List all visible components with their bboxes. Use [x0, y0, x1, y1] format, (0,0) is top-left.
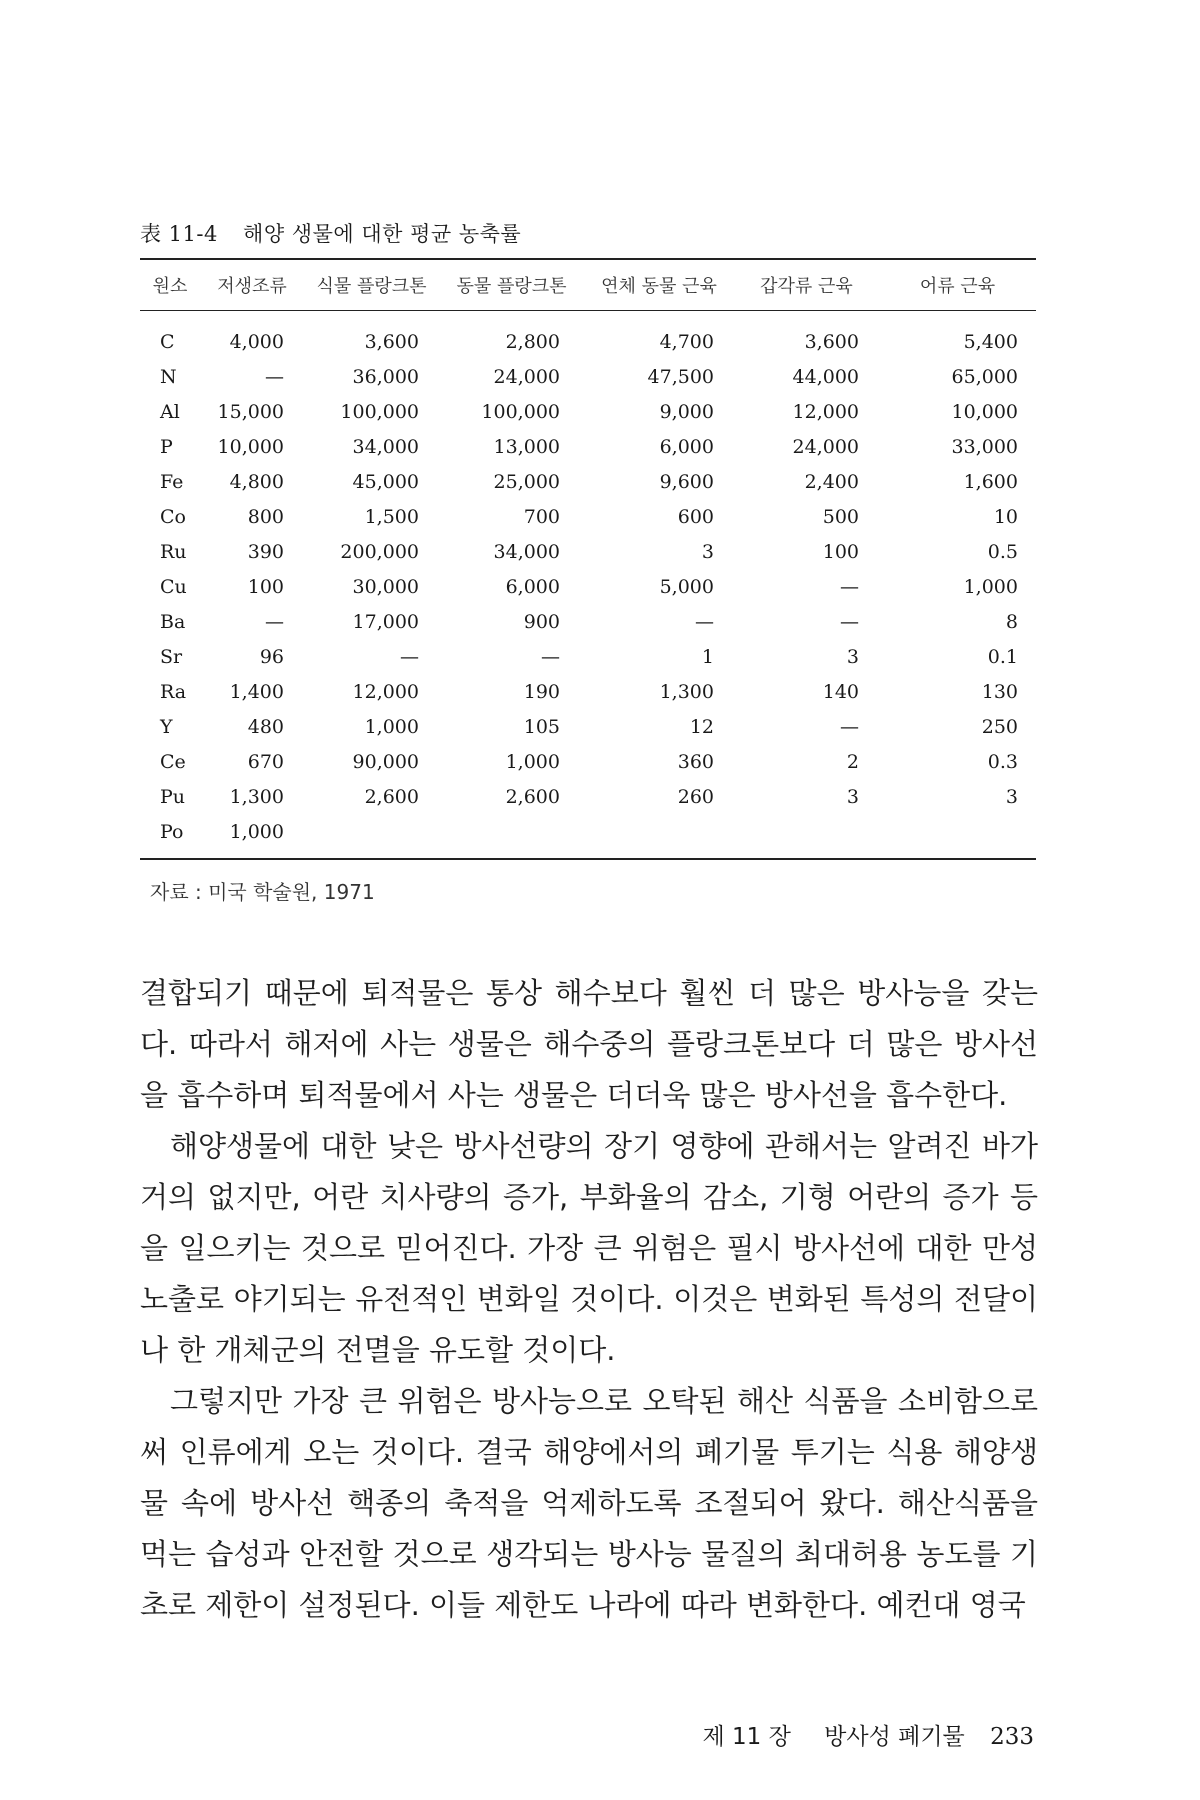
paragraph-3: 그렇지만 가장 큰 위험은 방사능으로 오탁된 해산 식품을 소비함으로써 인류에게 오는 것이다. 결국 해양에서의 폐기물 투기는 식용 해양생물 속에 방사선 핵종의 축적을 억제하도록 조절되어 왔다. 해산식품을 먹는 습성과 안전할 것으로 생각되는 방사능 물질의 최대허용 농도를 기초로 제한이 설정된다. 이들 제한도 나라에 따라 변화한다. 예컨대 영국 [140, 1384, 1038, 1622]
table-cell: 3,600 [364, 330, 419, 353]
table-cell: 105 [523, 715, 560, 738]
table-cell: 1,600 [963, 470, 1018, 493]
table-cell: 33,000 [951, 435, 1018, 458]
table-cell: 360 [677, 750, 714, 773]
table-cell: 25,000 [493, 470, 560, 493]
table-cell: 6,000 [659, 435, 714, 458]
table-cell: — [840, 610, 859, 633]
table-cell: 800 [247, 505, 284, 528]
header-zooplankton: 동물 플랑크톤 [456, 276, 567, 297]
table-cell: 1,500 [364, 505, 419, 528]
table-cell: 2,800 [505, 330, 560, 353]
table-cell: 480 [247, 715, 284, 738]
table-cell: 45,000 [352, 470, 419, 493]
table-cell: 1,400 [229, 680, 284, 703]
running-footer [703, 1718, 1034, 1751]
table-row [140, 429, 1036, 464]
table-cell: — [840, 575, 859, 598]
table-row [140, 604, 1036, 639]
table-cell: 0.1 [987, 645, 1018, 668]
table-cell: 10 [993, 505, 1018, 528]
table-cell: — [695, 610, 714, 633]
table-row [140, 359, 1036, 394]
element-symbol-cell: P [160, 435, 173, 458]
table-cell: 44,000 [792, 365, 859, 388]
table-cell [879, 814, 1036, 849]
table-cell: 130 [981, 680, 1018, 703]
table-row [140, 394, 1036, 429]
footer-section: 방사성 폐기물 [824, 1724, 965, 1750]
table-row [140, 779, 1036, 814]
table-cell: 47,500 [647, 365, 714, 388]
element-symbol-cell: Al [160, 400, 180, 423]
table-cell [304, 814, 439, 849]
table-cell: 9,600 [659, 470, 714, 493]
table-row [140, 674, 1036, 709]
table-cell: 6,000 [505, 575, 560, 598]
table-cell: 4,800 [229, 470, 284, 493]
table-cell: 4,700 [659, 330, 714, 353]
table-cell: 15,000 [217, 400, 284, 423]
table-cell: 34,000 [493, 540, 560, 563]
table-cell: 3 [1005, 785, 1018, 808]
table-cell [439, 814, 584, 849]
table-row [140, 464, 1036, 499]
table-cell: 12,000 [352, 680, 419, 703]
table-title: 해양 생물에 대한 평균 농축률 [243, 222, 522, 246]
table-cell: 1,000 [229, 820, 284, 843]
table-cell: 0.3 [987, 750, 1018, 773]
table-row [140, 534, 1036, 569]
table-cell: 5,400 [963, 330, 1018, 353]
table-cell: 100 [247, 575, 284, 598]
table-cell: — [541, 645, 560, 668]
table-cell: 2,600 [364, 785, 419, 808]
table-row [140, 569, 1036, 604]
table-cell: 24,000 [792, 435, 859, 458]
element-symbol-cell: Ce [160, 750, 186, 773]
table-cell: 65,000 [951, 365, 1018, 388]
table-cell: 17,000 [352, 610, 419, 633]
header-element: 원소 [152, 276, 188, 297]
footer-chapter: 제 11 장 [702, 1724, 791, 1750]
table-number: 表 11-4 [140, 222, 218, 246]
table-cell: 13,000 [493, 435, 560, 458]
table-cell: — [840, 715, 859, 738]
element-symbol-cell: Sr [160, 645, 183, 668]
paragraph-2: 해양생물에 대한 낮은 방사선량의 장기 영향에 관해서는 알려진 바가 거의 없지만, 어란 치사량의 증가, 부화율의 감소, 기형 어란의 증가 등을 일으키는 것으로 믿어진다. 가장 큰 위험은 필시 방사선에 대한 만성 노출로 야기되는 유전적인 변화일 것이다. 이것은 변화된 특성의 전달이나 한 개체군의 전멸을 유도할 것이다. [140, 1129, 1038, 1367]
table-cell: 5,000 [659, 575, 714, 598]
table-cell: 1 [701, 645, 714, 668]
element-symbol-cell: Fe [160, 470, 184, 493]
element-symbol-cell: Cu [160, 575, 187, 598]
element-symbol-cell: N [160, 365, 177, 388]
element-symbol-cell: C [160, 330, 175, 353]
element-symbol-cell: Ru [160, 540, 187, 563]
table-cell: 900 [523, 610, 560, 633]
element-symbol-cell: Co [160, 505, 186, 528]
table-row [140, 744, 1036, 779]
page-number: 233 [990, 1724, 1034, 1750]
table-cell: 250 [981, 715, 1018, 738]
table-cell: 34,000 [352, 435, 419, 458]
table-cell: 10,000 [217, 435, 284, 458]
table-cell: 1,000 [505, 750, 560, 773]
table-cell: 2,400 [804, 470, 859, 493]
table-cell: 12 [689, 715, 714, 738]
table-cell: 30,000 [352, 575, 419, 598]
table-cell: 100 [822, 540, 859, 563]
element-symbol-cell: Y [160, 715, 173, 738]
table-caption [140, 218, 521, 248]
table-cell: 12,000 [792, 400, 859, 423]
table-cell: 8 [1005, 610, 1018, 633]
paragraph-1: 결합되기 때문에 퇴적물은 통상 해수보다 훨씬 더 많은 방사능을 갖는다. 따라서 해저에 사는 생물은 해수중의 플랑크톤보다 더 많은 방사선을 흡수하며 퇴적물에서 사는 생물은 더더욱 많은 방사선을 흡수한다. [140, 976, 1038, 1112]
table-cell: 260 [677, 785, 714, 808]
table-cell: — [400, 645, 419, 668]
header-mollusc-muscle: 연체 동물 근육 [601, 276, 717, 297]
header-crustacean-muscle: 갑각류 근육 [760, 276, 853, 297]
header-phytoplankton: 식물 플랑크톤 [316, 276, 427, 297]
table-cell: 190 [523, 680, 560, 703]
table-row [140, 499, 1036, 534]
table-cell: 600 [677, 505, 714, 528]
table-cell: 100,000 [340, 400, 419, 423]
table-cell: 140 [822, 680, 859, 703]
table-cell: 670 [247, 750, 284, 773]
table-cell: 200,000 [340, 540, 419, 563]
table-cell: 1,300 [229, 785, 284, 808]
table-header-row [140, 260, 1036, 310]
table-cell: — [265, 610, 284, 633]
element-symbol-cell: Po [160, 820, 184, 843]
table-row [140, 709, 1036, 744]
table-cell: 10,000 [951, 400, 1018, 423]
table-body [140, 310, 1036, 849]
table-cell: 3 [846, 645, 859, 668]
element-symbol-cell: Ra [160, 680, 187, 703]
table-row [140, 814, 1036, 849]
table-cell: 3 [846, 785, 859, 808]
body-text [140, 968, 1038, 1631]
table-bottom-rule [140, 858, 1036, 860]
table-cell: 3,600 [804, 330, 859, 353]
header-fish-muscle: 어류 근육 [919, 276, 996, 297]
concentration-table [140, 260, 1036, 849]
header-benthic-algae: 저생조류 [217, 276, 287, 297]
table-cell: 2,600 [505, 785, 560, 808]
table-cell [584, 814, 734, 849]
table-cell: 3 [701, 540, 714, 563]
table-cell [734, 814, 879, 849]
table-row [140, 639, 1036, 674]
table-cell: 2 [846, 750, 859, 773]
table-cell: 500 [822, 505, 859, 528]
table-cell: 4,000 [229, 330, 284, 353]
table-cell: — [265, 365, 284, 388]
element-symbol-cell: Ba [160, 610, 186, 633]
table-cell: 1,000 [364, 715, 419, 738]
table-cell: 24,000 [493, 365, 560, 388]
table-cell: 36,000 [352, 365, 419, 388]
table-source: 자료 : 미국 학술원, 1971 [150, 880, 375, 904]
table-cell: 1,000 [963, 575, 1018, 598]
table-cell: 1,300 [659, 680, 714, 703]
table-cell: 100,000 [481, 400, 560, 423]
table-cell: 700 [523, 505, 560, 528]
table-cell: 390 [247, 540, 284, 563]
table-cell: 96 [259, 645, 284, 668]
table-cell: 0.5 [987, 540, 1018, 563]
table-cell: 90,000 [352, 750, 419, 773]
table-cell: 9,000 [659, 400, 714, 423]
element-symbol-cell: Pu [160, 785, 186, 808]
table-row [140, 310, 1036, 359]
